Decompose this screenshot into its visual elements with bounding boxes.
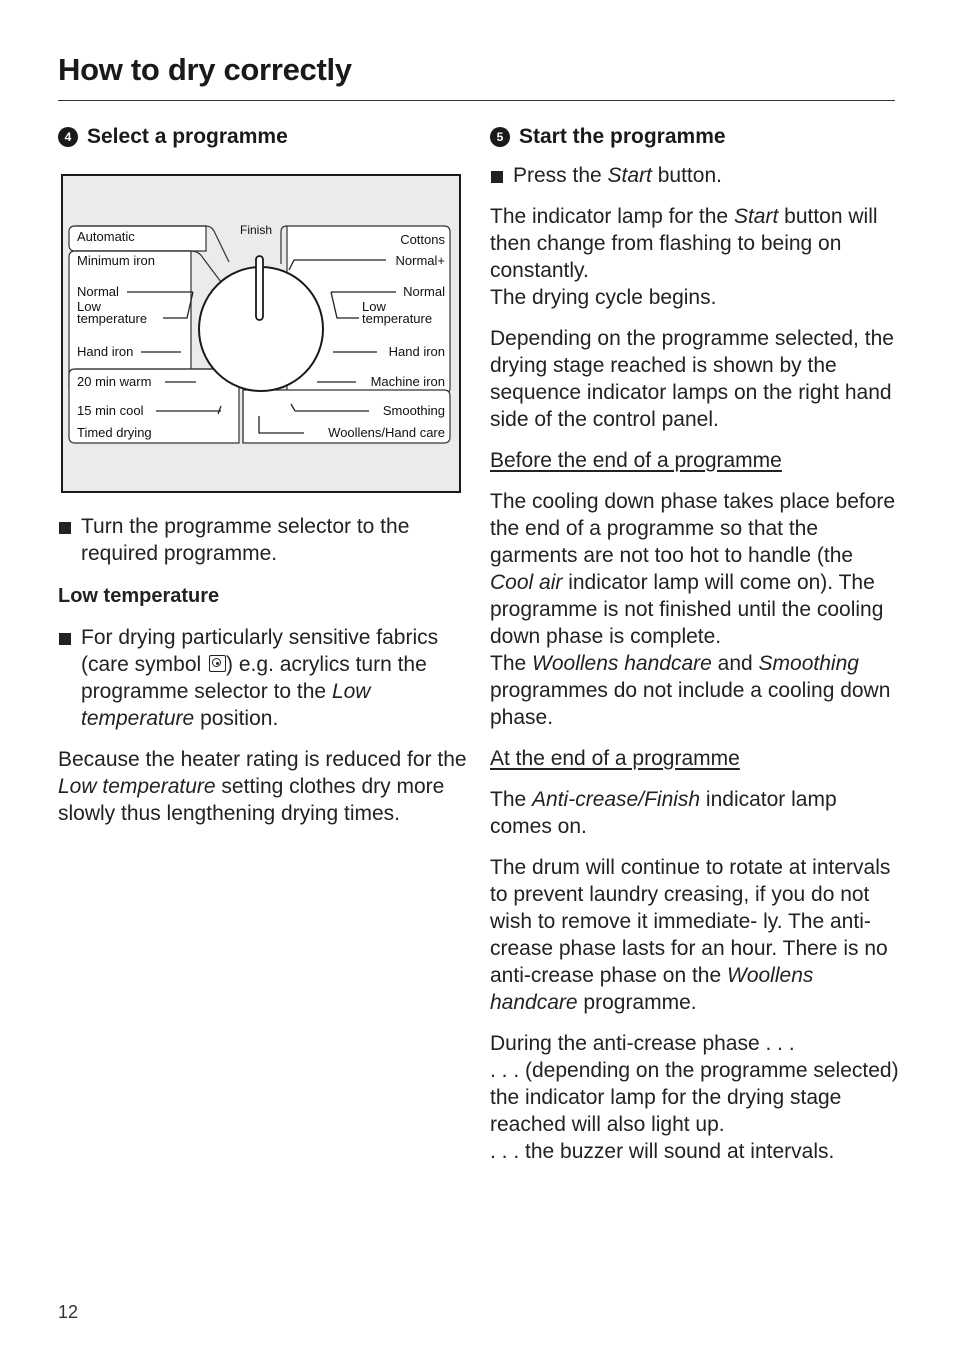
p1-italic: Start xyxy=(733,205,779,228)
label-normal-left: Normal xyxy=(77,284,119,299)
bullet-square xyxy=(491,171,503,183)
label-20-min-warm: 20 min warm xyxy=(77,374,152,389)
label-15-min-cool: 15 min cool xyxy=(77,403,144,418)
bullet-turn-selector xyxy=(58,513,468,567)
bullet-low-temp-text-a: For drying particularly sensitive fabrics (care symbol xyxy=(81,626,439,676)
p3-e: programmes do not include a cooling down phase. xyxy=(490,679,891,729)
subheading-low-temperature: Low temperature xyxy=(58,585,220,607)
page-number: 12 xyxy=(58,1302,79,1322)
paragraph-anti-crease-phase xyxy=(490,1030,900,1165)
heater-italic: Low temperature xyxy=(58,775,216,798)
p3-woollens: Woollens handcare xyxy=(532,652,712,675)
subheading-before-end: Before the end of a programme xyxy=(490,449,782,472)
label-cottons: Cottons xyxy=(400,232,445,247)
label-temperature-right: temperature xyxy=(362,311,433,326)
step-5-number: 5 xyxy=(490,127,510,147)
label-finish: Finish xyxy=(240,223,273,237)
press-start-a: Press the xyxy=(513,164,608,187)
paragraph-sequence-lamps: Depending on the programme selected, the drying stage reached is shown by the sequence indicator lamps on the right hand side of the control panel. xyxy=(490,327,894,431)
step-5-heading xyxy=(490,122,900,152)
label-low-left: Low xyxy=(77,299,101,314)
bullet-turn-selector-text: Turn the programme selector to the required programme. xyxy=(81,515,410,565)
right-column xyxy=(490,122,900,1179)
programme-selector-panel xyxy=(61,174,461,494)
press-start-b: button. xyxy=(651,164,722,187)
step-4-heading xyxy=(58,122,468,152)
label-timed-drying: Timed drying xyxy=(77,425,152,440)
p3-c: The xyxy=(490,652,533,675)
step-4-title: Select a programme xyxy=(87,125,288,148)
paragraph-heater-rating xyxy=(58,746,468,827)
press-start-italic: Start xyxy=(607,164,652,187)
p1-a: The indicator lamp for the xyxy=(490,205,734,228)
subheading-at-end: At the end of a programme xyxy=(490,747,740,770)
p3-smoothing: Smoothing xyxy=(758,652,859,675)
bullet-low-temperature xyxy=(58,624,468,732)
heater-text-b: setting clothes dry more slowly thus lengthening drying times. xyxy=(58,775,445,825)
p5-italic: Woollens handcare xyxy=(490,964,814,1014)
label-low-right: Low xyxy=(362,299,386,314)
p4-b: indicator lamp comes on. xyxy=(490,788,837,838)
p1-b: button will then change from flashing to being on constantly. xyxy=(490,205,878,282)
p3-d: and xyxy=(711,652,759,675)
p6-line2: . . . (depending on the programme selected) the indicator lamp for the drying stage reached will also light up. xyxy=(490,1059,899,1136)
label-automatic: Automatic xyxy=(77,229,135,244)
left-column xyxy=(58,122,468,174)
label-hand-iron-left: Hand iron xyxy=(77,344,134,359)
step-4-number: 4 xyxy=(58,127,78,147)
title-divider xyxy=(58,100,895,101)
left-column-text xyxy=(58,513,468,841)
bullet-press-start xyxy=(490,162,900,189)
bullet-square xyxy=(59,633,71,645)
page-title: How to dry correctly xyxy=(58,52,352,87)
label-minimum-iron: Minimum iron xyxy=(77,253,156,268)
bullet-low-temp-italic: Low temperature xyxy=(81,680,371,730)
label-normal-right: Normal xyxy=(403,284,445,299)
label-woollens-hand-care: Woollens/Hand care xyxy=(328,425,445,440)
paragraph-indicator-lamp xyxy=(490,203,900,311)
paragraph-anti-crease-lamp xyxy=(490,786,900,840)
p4-italic: Anti-crease/Finish xyxy=(532,788,701,811)
paragraph-drum-rotate xyxy=(490,854,900,1016)
p5-b: programme. xyxy=(577,991,697,1014)
label-temperature-left: temperature xyxy=(77,311,148,326)
p1-c: The drying cycle begins. xyxy=(490,286,717,309)
label-hand-iron-right: Hand iron xyxy=(388,344,445,359)
label-normal-plus: Normal+ xyxy=(395,253,445,268)
label-machine-iron: Machine iron xyxy=(370,374,445,389)
paragraph-cooling-down xyxy=(490,488,900,731)
p3-cool-air: Cool air xyxy=(490,571,563,594)
label-smoothing: Smoothing xyxy=(382,403,445,418)
heater-text-a: Because the heater rating is reduced for the xyxy=(58,748,467,771)
step-5-title: Start the programme xyxy=(519,125,726,148)
care-symbol-icon xyxy=(209,655,226,672)
p3-a: The cooling down phase takes place before the end of a programme so that the garments are not too hot to handle (the xyxy=(490,490,896,567)
p6-line3: . . . the buzzer will sound at intervals. xyxy=(490,1140,835,1163)
bullet-low-temp-text-b: ) e.g. acrylics turn the programme selector to the xyxy=(81,653,427,703)
p4-a: The xyxy=(490,788,533,811)
bullet-square xyxy=(59,522,71,534)
p5-a: The drum will continue to rotate at intervals to prevent laundry creasing, if you do not wish to remove it immediate- ly. The anti-crease phase lasts for an hour. There is no anti-crease phase on the xyxy=(490,856,891,987)
p3-b: indicator lamp will come on). The programme is not finished until the cooling down phase is complete. xyxy=(490,571,884,648)
bullet-low-temp-text-c: position. xyxy=(194,707,279,730)
p6-line1: During the anti-crease phase . . . xyxy=(490,1032,795,1055)
